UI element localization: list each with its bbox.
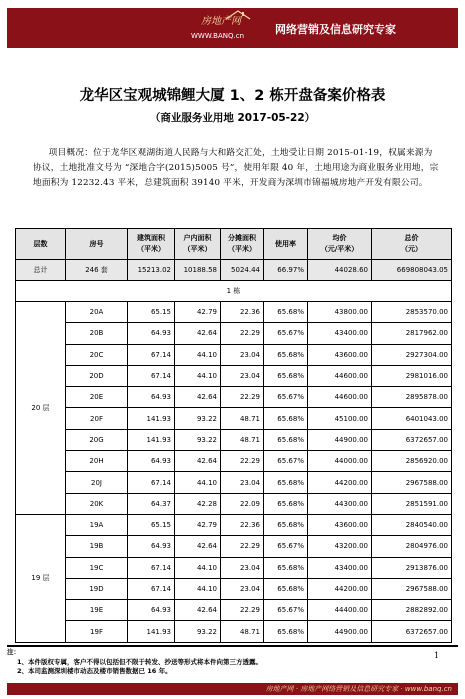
- unit-number-cell: 19B: [66, 536, 128, 557]
- table-row: [16, 557, 452, 578]
- unit-number-cell: 19D: [66, 578, 128, 599]
- table-cell: 64.37: [128, 493, 175, 514]
- table-cell: 65.68%: [264, 429, 308, 450]
- table-cell: 44900.00: [308, 621, 372, 642]
- table-cell: 22.29: [221, 536, 264, 557]
- table-cell: 2882892.00: [372, 600, 452, 621]
- table-cell: 65.67%: [264, 387, 308, 408]
- table-cell: 93.22: [175, 621, 221, 642]
- table-cell: 67.14: [128, 472, 175, 493]
- table-cell: 44400.00: [308, 600, 372, 621]
- table-cell: 42.64: [175, 536, 221, 557]
- table-cell: 65.67%: [264, 600, 308, 621]
- logo-url: WWW.BANQ.cn: [191, 32, 245, 40]
- table-cell: 93.22: [175, 429, 221, 450]
- table-cell: 22.29: [221, 323, 264, 344]
- column-header: 房号: [66, 229, 128, 260]
- column-header: 均价 （元/平米）: [308, 229, 372, 260]
- total-area: 15213.02: [128, 260, 175, 281]
- table-cell: 42.79: [175, 514, 221, 535]
- table-row: [16, 621, 452, 642]
- table-cell: 42.79: [175, 302, 221, 323]
- table-cell: 65.68%: [264, 621, 308, 642]
- table-cell: 2817962.00: [372, 323, 452, 344]
- table-cell: 43200.00: [308, 536, 372, 557]
- unit-number-cell: 20H: [66, 451, 128, 472]
- table-cell: 67.14: [128, 578, 175, 599]
- notes-heading: 注：: [7, 648, 20, 656]
- total-inner: 10188.58: [175, 260, 221, 281]
- table-cell: 22.36: [221, 514, 264, 535]
- table-cell: 65.68%: [264, 493, 308, 514]
- table-cell: 43400.00: [308, 557, 372, 578]
- table-cell: 22.09: [221, 493, 264, 514]
- table-cell: 65.68%: [264, 302, 308, 323]
- table-cell: 6372657.00: [372, 429, 452, 450]
- unit-number-cell: 20K: [66, 493, 128, 514]
- table-cell: 42.64: [175, 600, 221, 621]
- table-cell: 22.29: [221, 387, 264, 408]
- total-row: [16, 260, 452, 281]
- unit-number-cell: 20E: [66, 387, 128, 408]
- table-row: [16, 536, 452, 557]
- table-cell: 2927304.00: [372, 344, 452, 365]
- table-cell: 65.67%: [264, 323, 308, 344]
- table-cell: 43600.00: [308, 344, 372, 365]
- table-cell: 65.67%: [264, 536, 308, 557]
- unit-number-cell: 20B: [66, 323, 128, 344]
- unit-number-cell: 20J: [66, 472, 128, 493]
- brand-logo: [187, 12, 272, 44]
- table-cell: 44900.00: [308, 429, 372, 450]
- header-banner: [7, 8, 458, 48]
- table-row: [16, 344, 452, 365]
- unit-number-cell: 19C: [66, 557, 128, 578]
- total-rate: 66.97%: [264, 260, 308, 281]
- table-cell: 23.04: [221, 578, 264, 599]
- table-cell: 23.04: [221, 472, 264, 493]
- unit-number-cell: 19A: [66, 514, 128, 535]
- table-cell: 42.64: [175, 323, 221, 344]
- table-row: [16, 600, 452, 621]
- table-cell: 65.68%: [264, 365, 308, 386]
- table-cell: 44.10: [175, 365, 221, 386]
- logo-text: 房地产网: [201, 16, 241, 27]
- table-cell: 65.68%: [264, 578, 308, 599]
- document-subtitle: （商业服务业用地 2017-05-22）: [149, 112, 316, 124]
- table-cell: 67.14: [128, 344, 175, 365]
- table-cell: 141.93: [128, 621, 175, 642]
- table-cell: 65.15: [128, 514, 175, 535]
- total-price: 669808043.05: [372, 260, 452, 281]
- table-cell: 23.04: [221, 557, 264, 578]
- table-row: [16, 451, 452, 472]
- table-cell: 93.22: [175, 408, 221, 429]
- table-cell: 22.36: [221, 302, 264, 323]
- table-cell: 42.64: [175, 451, 221, 472]
- table-row: [16, 578, 452, 599]
- table-cell: 2895878.00: [372, 387, 452, 408]
- table-cell: 45100.00: [308, 408, 372, 429]
- table-cell: 64.93: [128, 536, 175, 557]
- table-cell: 44200.00: [308, 472, 372, 493]
- table-cell: 48.71: [221, 621, 264, 642]
- unit-number-cell: 20G: [66, 429, 128, 450]
- table-row: [16, 514, 452, 535]
- table-cell: 141.93: [128, 429, 175, 450]
- note-line-2: 2、本司监测深圳楼市动态及楼市销售数据已 16 年。: [17, 667, 172, 675]
- table-cell: 23.04: [221, 365, 264, 386]
- table-cell: 44.10: [175, 472, 221, 493]
- table-cell: 48.71: [221, 408, 264, 429]
- unit-number-cell: 20F: [66, 408, 128, 429]
- column-header: 使用率: [264, 229, 308, 260]
- table-row: [16, 387, 452, 408]
- building-row: [16, 281, 452, 302]
- table-cell: 48.71: [221, 429, 264, 450]
- table-cell: 42.64: [175, 387, 221, 408]
- unit-number-cell: 20D: [66, 365, 128, 386]
- notes-divider: [7, 645, 458, 647]
- unit-number-cell: 20A: [66, 302, 128, 323]
- table-cell: 2967588.00: [372, 472, 452, 493]
- footer-banner: [7, 683, 458, 695]
- table-cell: 65.68%: [264, 344, 308, 365]
- house-icon: [225, 10, 251, 26]
- total-units: 246 套: [66, 260, 128, 281]
- table-cell: 44.10: [175, 578, 221, 599]
- table-cell: 22.29: [221, 451, 264, 472]
- unit-number-cell: 19F: [66, 621, 128, 642]
- table-cell: 65.68%: [264, 514, 308, 535]
- table-cell: 44600.00: [308, 387, 372, 408]
- table-cell: 64.93: [128, 387, 175, 408]
- table-cell: 2981016.00: [372, 365, 452, 386]
- table-cell: 42.28: [175, 493, 221, 514]
- table-cell: 22.29: [221, 600, 264, 621]
- column-header: 户内面积 （平米）: [175, 229, 221, 260]
- table-cell: 44000.00: [308, 451, 372, 472]
- table-row: [16, 429, 452, 450]
- table-cell: 2856920.00: [372, 451, 452, 472]
- table-cell: 43400.00: [308, 323, 372, 344]
- floor-label: 19 层: [16, 514, 66, 642]
- table-row: [16, 493, 452, 514]
- total-avg: 44028.60: [308, 260, 372, 281]
- price-table: [15, 228, 452, 643]
- column-header: 总价 （元）: [372, 229, 452, 260]
- table-cell: 2851591.00: [372, 493, 452, 514]
- table-cell: 6372657.00: [372, 621, 452, 642]
- column-header: 层数: [16, 229, 66, 260]
- unit-number-cell: 20C: [66, 344, 128, 365]
- column-header: 建筑面积 （平米）: [128, 229, 175, 260]
- table-cell: 2804976.00: [372, 536, 452, 557]
- table-cell: 2840540.00: [372, 514, 452, 535]
- header-slogan: 网络营销及信息研究专家: [275, 23, 396, 36]
- footer-text: 房地产网 · 房地产网络营销及信息研究专家 · www.banq.cn: [265, 685, 452, 693]
- table-cell: 67.14: [128, 365, 175, 386]
- table-cell: 141.93: [128, 408, 175, 429]
- table-cell: 44.10: [175, 344, 221, 365]
- table-header-row: [16, 229, 452, 260]
- table-cell: 2967588.00: [372, 578, 452, 599]
- table-cell: 65.68%: [264, 408, 308, 429]
- table-cell: 2913876.00: [372, 557, 452, 578]
- table-row: [16, 472, 452, 493]
- table-cell: 65.67%: [264, 451, 308, 472]
- table-row: [16, 408, 452, 429]
- project-overview: 项目概况：位于龙华区观湖街道人民路与大和路交汇处，土地受让日期 2015-01-19，权属来源为协议，土地批准文号为 “深地合字(2015)5005 号”，使用年限 40 年，土地用途为商业服务业用地，宗地面积为 12232.43 平米，总建筑面积 39140 平米，开发商为深圳市锦福城房地产开发有限公司。: [33, 148, 439, 188]
- table-cell: 2853570.00: [372, 302, 452, 323]
- floor-label: 20 层: [16, 302, 66, 515]
- table-cell: 64.93: [128, 600, 175, 621]
- table-row: [16, 302, 452, 323]
- table-cell: 44.10: [175, 557, 221, 578]
- total-label: 总计: [16, 260, 66, 281]
- total-shared: 5024.44: [221, 260, 264, 281]
- table-cell: 65.68%: [264, 472, 308, 493]
- column-header: 分摊面积 （平米）: [221, 229, 264, 260]
- table-cell: 64.93: [128, 451, 175, 472]
- table-cell: 23.04: [221, 344, 264, 365]
- table-cell: 44200.00: [308, 578, 372, 599]
- building-label: 1 栋: [16, 281, 452, 302]
- table-cell: 44600.00: [308, 365, 372, 386]
- table-cell: 67.14: [128, 557, 175, 578]
- table-row: [16, 323, 452, 344]
- table-row: [16, 365, 452, 386]
- table-cell: 6401043.00: [372, 408, 452, 429]
- document-title: 龙华区宝观城锦鲤大厦 1、2 栋开盘备案价格表: [79, 88, 386, 104]
- table-cell: 64.93: [128, 323, 175, 344]
- table-cell: 44300.00: [308, 493, 372, 514]
- table-cell: 43800.00: [308, 302, 372, 323]
- table-cell: 65.68%: [264, 557, 308, 578]
- table-cell: 43600.00: [308, 514, 372, 535]
- page-number: 1: [433, 651, 439, 660]
- table-cell: 65.15: [128, 302, 175, 323]
- note-line-1: 1、本件版权专属，客户不得以包括但不限于转发、抄送等形式将本件向第三方透露。: [17, 657, 263, 666]
- unit-number-cell: 19E: [66, 600, 128, 621]
- notes: [7, 645, 458, 677]
